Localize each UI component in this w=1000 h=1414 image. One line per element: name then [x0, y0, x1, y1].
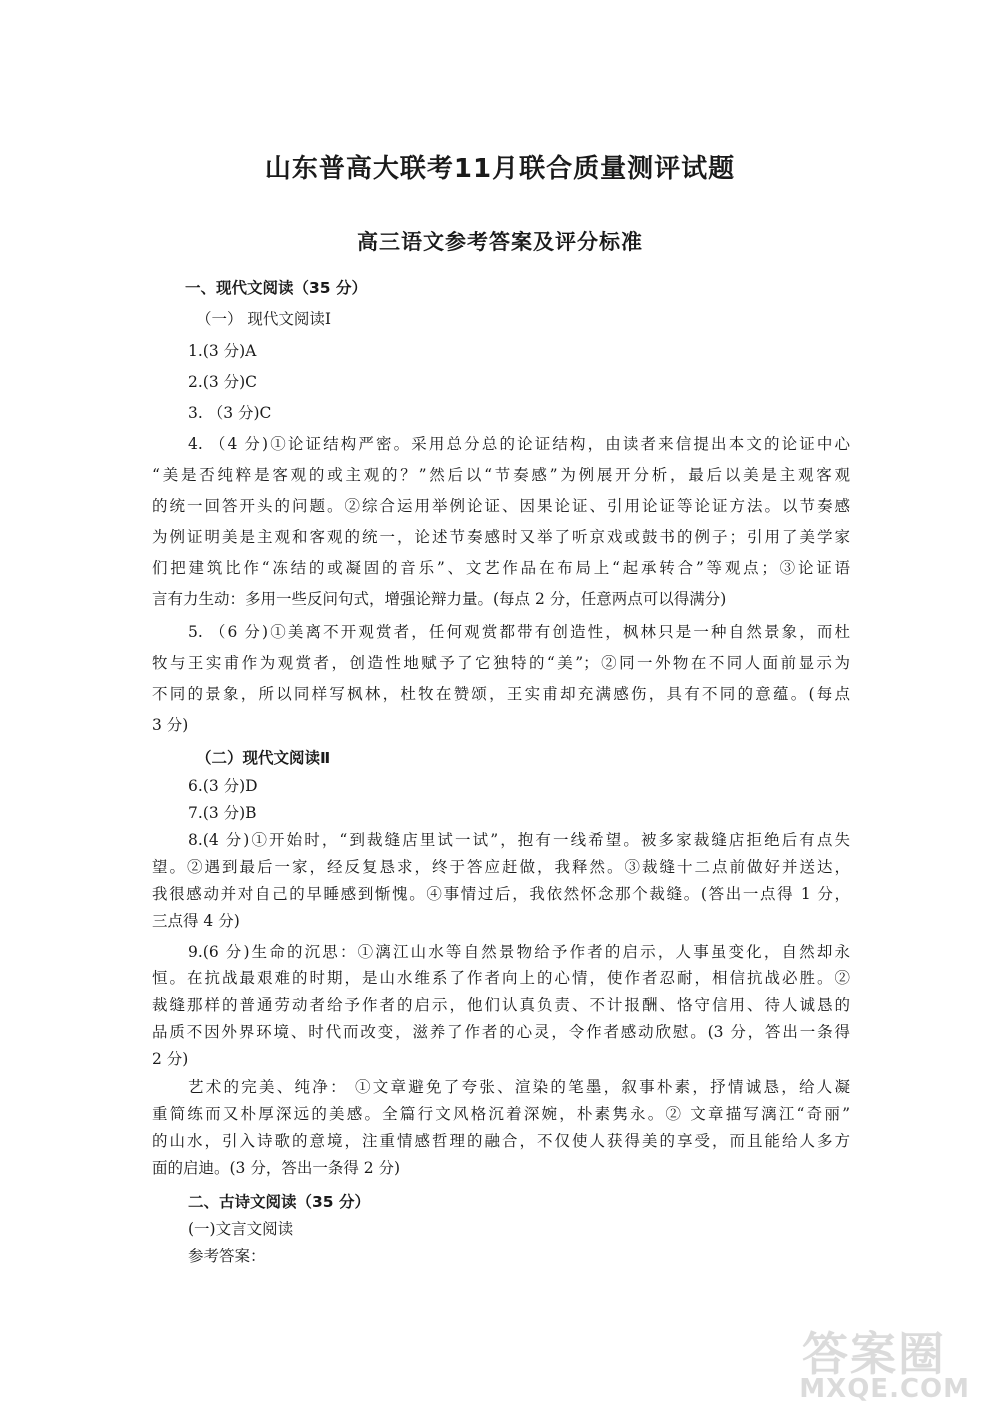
answer-q7: 7.(3 分)B	[188, 804, 257, 822]
answer-q9-line: 品质不因外界环境、时代而改变，滋养了作者的心灵，令作者感动欣慰。(3 分，答出一条得	[152, 1023, 850, 1041]
subsection-heading-modern-reading-2: （二）现代文阅读Ⅱ	[196, 749, 331, 767]
answer-q5-line: 3 分)	[152, 716, 189, 734]
answer-q6: 6.(3 分)D	[188, 777, 258, 795]
answer-q8-line: 我很感动并对自己的早睡感到惭愧。④事情过后，我依然怀念那个裁缝。(答出一点得 1 分，	[152, 885, 850, 903]
answer-q8-line: 三点得 4 分)	[152, 912, 240, 930]
section-heading-classical-reading: 二、古诗文阅读（35 分）	[188, 1193, 370, 1211]
answer-q9-art-line: 重简练而又朴厚深远的美感。全篇行文风格沉着深婉，朴素隽永。② 文章描写漓江“奇丽”	[152, 1105, 850, 1123]
answer-q9-art-line: 艺术的完美、纯净： ①文章避免了夸张、渲染的笔墨，叙事朴素，抒情诚恳，给人凝	[188, 1078, 850, 1096]
answer-q4-line: “美是否纯粹是客观的或主观的？”然后以“节奏感”为例展开分析，最后以美是主观客观	[152, 466, 850, 484]
answer-q8-line: 望。②遇到最后一家，经反复恳求，终于答应赶做，我释然。③裁缝十二点前做好并送达，	[152, 858, 850, 876]
answer-q8-line: 8.(4 分)①开始时，“到裁缝店里试一试”，抱有一线希望。被多家裁缝店拒绝后有点失	[188, 831, 850, 849]
answer-q5-line: 牧与王实甫作为观赏者，创造性地赋予了它独特的“美”；②同一外物在不同人面前显示为	[152, 654, 850, 672]
answer-q9-line: 2 分)	[152, 1050, 189, 1068]
answer-q5-line: 5. （6 分)①美离不开观赏者，任何观赏都带有创造性，枫林只是一种自然景象，而杜	[188, 623, 850, 641]
section-heading-modern-reading: 一、现代文阅读（35 分）	[185, 279, 367, 297]
answer-q9-line: 恒。在抗战最艰难的时期，是山水维系了作者向上的心情，使作者忍耐，相信抗战必胜。②	[152, 969, 850, 987]
answer-q5-line: 不同的景象，所以同样写枫林，杜牧在赞颂，王实甫却充满感伤，具有不同的意蕴。(每点	[152, 685, 850, 703]
answer-q9-line: 9.(6 分)生命的沉思：①漓江山水等自然景物给予作者的启示，人事虽变化，自然却永	[188, 943, 850, 961]
subsection-heading-classical-prose: (一)文言文阅读	[188, 1220, 294, 1238]
watermark-url-text: MXQE.COM	[799, 1374, 970, 1404]
answer-q4-line: 的统一回答开头的问题。②综合运用举例论证、因果论证、引用论证等论证方法。以节奏感	[152, 497, 850, 515]
answer-q1: 1.(3 分)A	[188, 342, 257, 360]
subsection-heading-modern-reading-1: （一） 现代文阅读Ⅰ	[196, 310, 332, 328]
page-subtitle: 高三语文参考答案及评分标准	[357, 230, 643, 254]
reference-answer-label: 参考答案：	[188, 1247, 266, 1265]
answer-q4-line: 为例证明美是主观和客观的统一，论述节奏感时又举了听京戏或鼓书的例子；引用了美学家	[152, 528, 850, 546]
answer-q9-art-line: 的山水，引入诗歌的意境，注重情感哲理的融合，不仅使人获得美的享受，而且能给人多方	[152, 1132, 850, 1150]
answer-q4-line: 4. （4 分)①论证结构严密。采用总分总的论证结构，由读者来信提出本文的论证中心	[188, 435, 850, 453]
answer-q2: 2.(3 分)C	[188, 373, 258, 391]
page-title: 山东普高大联考11月联合质量测评试题	[264, 154, 736, 184]
site-watermark	[778, 1318, 978, 1408]
answer-q3: 3. （3 分)C	[188, 404, 272, 422]
answer-q9-art-line: 面的启迪。(3 分，答出一条得 2 分)	[152, 1159, 401, 1177]
answer-q4-line: 言有力生动：多用一些反问句式，增强论辩力量。(每点 2 分，任意两点可以得满分)	[152, 590, 727, 608]
answer-q4-line: 们把建筑比作“冻结的或凝固的音乐”、文艺作品在布局上“起承转合”等观点；③论证语	[152, 559, 850, 577]
watermark-logo-text: 答案圈	[802, 1327, 946, 1381]
answer-q9-line: 裁缝那样的普通劳动者给予作者的启示，他们认真负责、不计报酬、恪守信用、待人诚恳的	[152, 996, 850, 1014]
